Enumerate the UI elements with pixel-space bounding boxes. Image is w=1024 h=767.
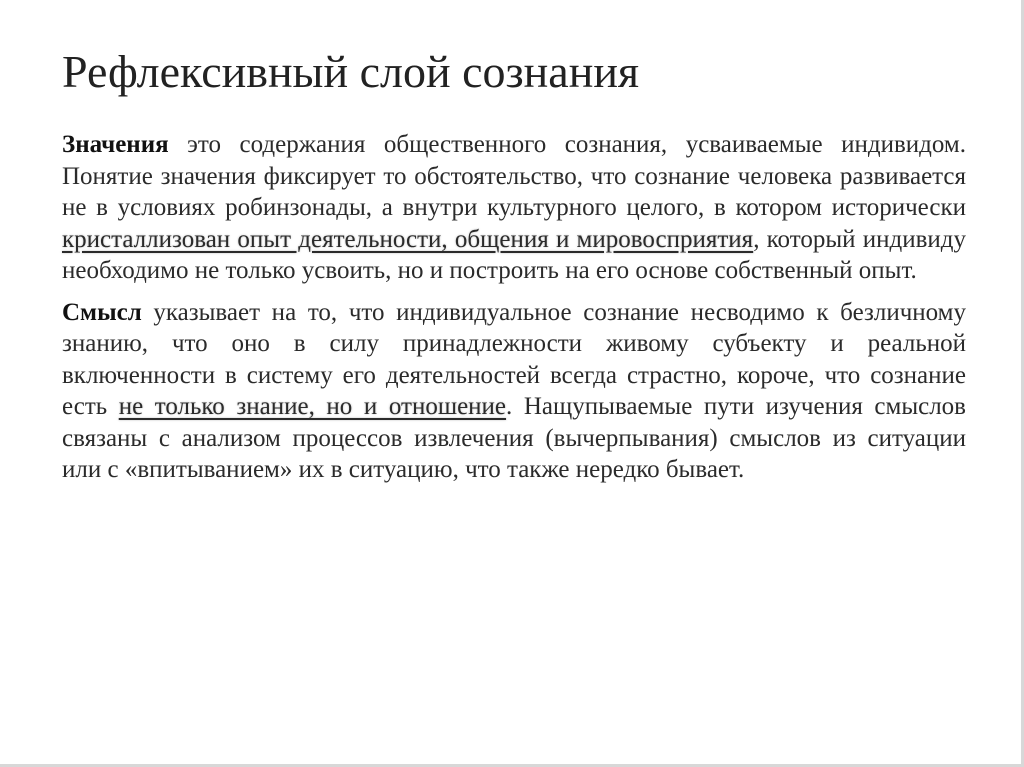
- paragraph-sense-text-2: . Нащупываемые пути изучения смыслов связаны с анализом процессов извлечения (вычерпывания) смыслов из ситуации или с «впитыванием» их в ситуацию, что также нередко бывает.: [62, 393, 966, 483]
- paragraph-sense-highlight: не только знание, но и отношение: [118, 393, 507, 420]
- paragraph-meanings: [62, 129, 966, 287]
- paragraph-sense: [62, 297, 966, 486]
- paragraph-sense-text-1: указывает на то, что индивидуальное сознание несводимо к безличному знанию, что оно в силу принадлежности живому субъекту и реальной включенности в систему его деятельностей всегда страстно, короче, что сознание есть: [62, 298, 966, 420]
- term-sense: Смысл: [62, 298, 142, 326]
- paragraph-meanings-text-1: это содержания общественного сознания, усваиваемые индивидом. Понятие значения фиксирует то обстоятельство, что сознание человека развивается не в условиях робинзонады, а внутри культурного целого, в котором исторически: [62, 131, 966, 221]
- paragraph-meanings-text-2: , который индивиду необходимо не только усвоить, но и построить на его основе собственный опыт.: [62, 225, 967, 284]
- paragraph-meanings-highlight: кристаллизован опыт деятельности, общения и мировосприятия: [62, 225, 754, 253]
- term-meanings: Значения: [62, 131, 169, 158]
- slide-title: Рефлексивный слой сознания: [62, 46, 640, 97]
- slide-body: [62, 129, 966, 496]
